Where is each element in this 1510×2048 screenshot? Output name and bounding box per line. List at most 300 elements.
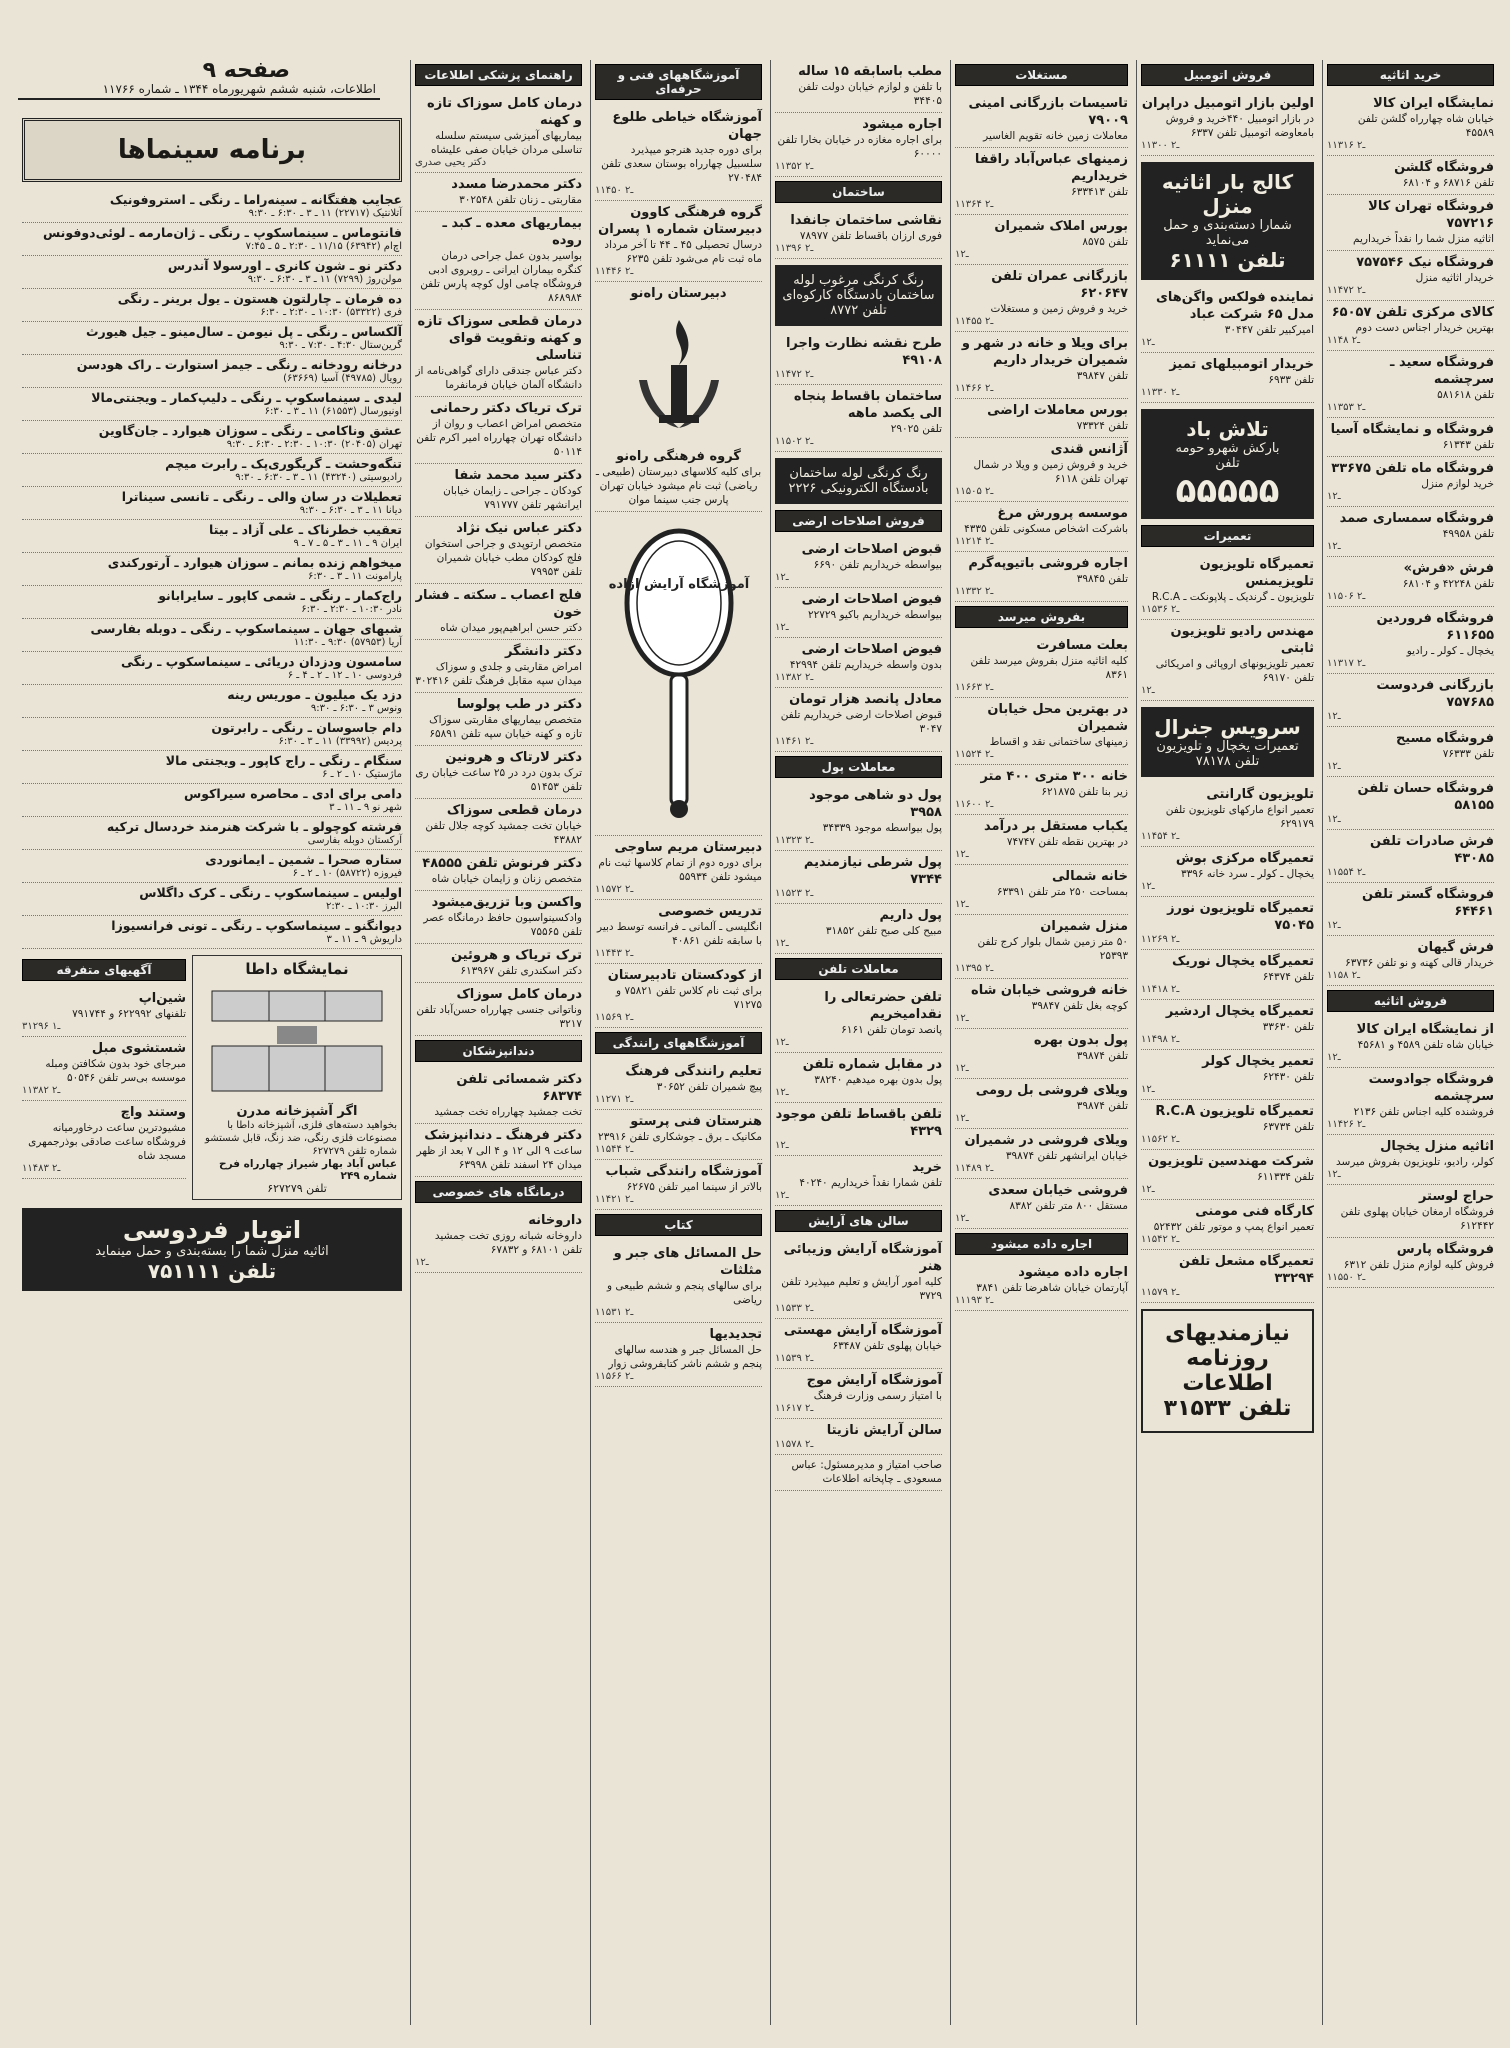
box-subtitle: بارکش شهرو حومه [1175,441,1280,456]
film-title: عشق وناکامی ـ رنگی ـ سوزان هیوارد ـ جان‌گاوین [98,423,402,438]
ad-title: گروه فرهنگی کاوون دبیرستان شماره ۱ پسران [598,205,762,237]
classified-ad [415,212,582,310]
ad-title: طرح نقشه نظارت واجرا ۴۹۱۰۸ [785,336,942,368]
classified-ad [955,92,1128,148]
classified-ad [775,1053,942,1103]
box-title: تلاش باد [1186,417,1269,441]
classified-ad [595,1242,762,1323]
classified-ad [1141,553,1314,620]
ad-title: وستند واچ [120,1105,186,1120]
ad-body: تلفن ۸۵۷۵ [1082,236,1128,248]
showtimes: ایران ۹ ـ ۱۱ ـ ۳ ـ ۵ ـ ۷ ـ ۹ [293,538,402,549]
ad-body: تلفن ۶۸۷۱۶ و ۶۸۱۰۴ [1402,177,1494,189]
classified-ad [595,1323,762,1387]
column-education [590,60,766,2025]
cinema-listing [22,223,402,256]
section-head-phone-trade: معاملات تلفن [775,958,942,980]
ad-title: نماینده فولکس واگن‌های مدل ۶۵ شرکت عباد [1156,290,1314,322]
ad-title: آموزشگاه خیاطی طلوع جهان [612,110,762,142]
ad-body: پول بیواسطه موجود ۳۴۳۳۹ [822,822,942,834]
ad-body: خیابان تخت جمشید کوچه جلال تلفن ۴۳۸۸۲ [425,820,582,846]
classified-ad [1327,418,1494,457]
ad-title: تعمیرگاه تلویزیون نورز ۷۵۰۴۵ [1167,901,1314,933]
ad-frame-classifieds [1141,1309,1314,1433]
ad-title: ویلای فروشی در شمیران [964,1133,1128,1148]
ad-code: ۱ـ۲ [955,1213,969,1224]
box-subtitle: شمارا دسته‌بندی و حمل می‌نماید [1163,218,1292,248]
cinema-listing [22,553,402,586]
ad-code: ۱ـ۲ ۱۴۹۸ [1141,1034,1180,1045]
classified-ad [415,397,582,464]
classified-ad [775,1319,942,1369]
ad-body: تلفن ۳۹۸۷۴ [1076,1100,1128,1112]
film-title: آلکساس ـ رنگی ـ پل نیومن ـ سال‌مینو ـ جیل هیورث [85,324,402,339]
film-title: عجایب هفتگانه ـ سینه‌راما ـ رنگی ـ استروفونیک [109,192,402,207]
ad-code: ۱ـ۲ ۱۴۶۶ [955,383,994,394]
classified-ad [955,915,1128,979]
classified-ad [1327,195,1494,251]
box-text: رنگ کرنگی مرغوب لوله ساختمان بادستگاه کارکوه‌ای تلفن ۸۷۷۲ [782,273,935,318]
ad-code: ۱ـ۲ ۱۵۲۳ [775,888,814,899]
ad-body: درسال تحصیلی ۴۵ ـ ۴۴ تا آخر مرداد ماه ثبت نام می‌شود تلفن ۶۲۳۵ [604,239,762,265]
ad-body: فروشنده کلیه اجناس تلفن ۲۱۳۶ [1353,1106,1494,1118]
classified-ad [955,698,1128,765]
ad-list [1141,92,1314,156]
section-head-real-estate: مستغلات [955,64,1128,86]
ad-code: ۱ـ۲ [775,1087,789,1098]
ad-body: خیابان شاه تلفن ۴۵۸۹ و ۴۵۶۸۱ [1357,1039,1494,1051]
classified-ad [955,765,1128,815]
classified-ad [1141,1250,1314,1303]
ad-code: ۱ـ۲ ۱۴۵۵ [955,316,994,327]
classified-ad [955,265,1128,332]
classified-ad [775,1238,942,1319]
ad-title: فروشگاه تهران کالا ۷۵۷۲۱۶ [1368,199,1494,231]
ad-caption: گروه فرهنگی راه‌نو [616,449,741,464]
film-title: درخانه رودخانه ـ رنگی ـ جیمز استوارت ـ راک هودسن [76,357,402,372]
ad-body: در بازار اتومبیل ۴۴۰خرید و فروش بامعاوضه اتومبیل تلفن ۶۳۳۷ [1165,113,1314,139]
classified-ad [415,944,582,983]
classified-ad [415,1124,582,1177]
ad-title: بیماریهای معده ـ کبد ـ روده [442,216,582,248]
ad-title: فلج اعصاب ـ سکته ـ فشار خون [415,588,582,620]
ad-list [775,986,942,1206]
ad-title: تلفن باقساط تلفن موجود ۴۳۲۹ [775,1107,942,1139]
ad-body: فروش کلیه لوازم منزل تلفن ۶۳۱۲ [1343,1259,1494,1271]
expo-title: نمایشگاه داطا [245,960,349,978]
ad-title: در مقابل شماره تلفن [802,1057,942,1072]
ad-code: ۱ـ۲ [775,622,789,633]
ad-body: کودکان ـ جراحی ـ زایمان خیابان ایرانشهر تلفن ۷۹۱۷۷۷ [443,485,582,511]
ad-code: ۱ـ۲ [415,1257,429,1268]
classified-ad [415,746,582,799]
ad-body: داروخانه شبانه روزی تخت جمشید تلفن ۶۸۱۰۱ و ۶۷۸۳۲ [434,1230,582,1256]
ad-title: درمان قطعی سوزاک [446,803,582,818]
classified-ad [22,1101,186,1179]
classified-ad [1327,457,1494,507]
ad-title: دکتر شمسائی تلفن ۶۸۳۷۴ [456,1072,582,1104]
ad-title: موسسه پرورش مرغ [997,506,1128,521]
box-phone: تلفن ۶۱۱۱۱ [1169,248,1286,272]
classified-ad [1327,507,1494,557]
ad-body: بهترین خریدار اجناس دست دوم [1355,322,1494,334]
ad-body: کولر، رادیو، تلویزیون بفروش میرسد [1336,1156,1494,1168]
showtimes: آرکستان دوبله بفارسی [307,835,402,846]
ad-body: تلفن ۳۹۸۷۴ [1076,1050,1128,1062]
ad-body: برای کلیه کلاسهای دبیرستان (طبیعی ـ ریاضی) ثبت نام میشود خیابان تهران پارس جنب سینما موان [595,466,762,506]
ad-code: ۱ـ۲ ۱۳۳۲ [955,586,994,597]
column-real-estate [950,60,1132,2025]
classified-ad [1141,1100,1314,1150]
classified-ad [1327,1185,1494,1238]
showtimes: پارامونت ۱۱ ـ ۳ ـ ۶:۳۰ [308,571,402,582]
ad-title: اجاره فروشی باتیوپه‌گرم [968,556,1128,571]
ad-title: دکتر فرنوش تلفن ۴۸۵۵۵ [422,856,582,871]
ad-body: تعمیر انواع مارکهای تلویزیون تلفن ۶۲۹۱۷۹ [1165,804,1314,830]
ad-code: ۱ـ۲ ۱۵۰۲ [775,436,814,447]
classified-ad [1141,847,1314,897]
ad-title: ویلای فروشی بل رومی [975,1083,1128,1098]
ad-title: تلویزیون گارانتی [1206,787,1314,802]
classified-ad [1141,950,1314,1000]
classified-ad [595,106,762,201]
ad-body: تلفن ۶۳۷۳۴ [1262,1121,1314,1133]
page-header [18,58,380,100]
ad-title: از کودکستان تادبیرستان [607,968,762,983]
ad-body: متخصص امراض اعصاب و روان از دانشگاه تهران چهارراه امیر اکرم تلفن ۵۰۱۱۴ [416,418,582,458]
ad-title: بازرگانی فردوست ۷۵۷۶۸۵ [1376,678,1494,710]
ad-body: خریدار اثاثیه منزل [1415,272,1494,284]
hand-mirror-icon [608,523,749,823]
section-head-dentists: دندانپزشکان [415,1040,582,1062]
ad-list [775,538,942,752]
ad-code: ۱ـ۲ [1141,1084,1155,1095]
column-construction-money [770,60,946,2025]
ad-title: فروشگاه گلشن [1394,160,1494,175]
showtimes: تهران (۲۰۴۰۵) ۱۰:۳۰ ـ ۲:۳۰ ـ ۶:۳۰ ـ ۹:۳۰ [226,439,402,450]
ad-code: ۱ـ۲ [1327,920,1341,931]
ad-title: اولین بازار اتومبیل دراپران [1141,96,1314,111]
ad-list [22,987,186,1179]
expo-address: عباس آباد بهار شیراز چهارراه فرح شماره ۲۴۹ [219,1158,397,1182]
ad-code: ۱ـ۲ ۱۳۹۶ [775,243,814,254]
classified-ad [955,815,1128,865]
ad-body: زمینهای ساختمانی نقد و اقساط [989,736,1128,748]
classified-ad [1327,674,1494,727]
classified-ad [415,983,582,1036]
ad-box-general-service [1141,707,1314,777]
frame-line-2: روزنامه اطلاعات [1182,1346,1273,1396]
showtimes: اونیورسال (۶۱۵۵۳) ۱۱ ـ ۳ ـ ۶:۳۰ [264,406,402,417]
showtimes: مولن‌روژ (۷۲۹۹) ۱۱ ـ ۳ ـ ۶:۳۰ ـ ۹:۳۰ [247,274,402,285]
cinema-listing [22,289,402,322]
classified-ad [1141,620,1314,701]
frame-phone: تلفن ۳۱۵۳۳ [1163,1396,1292,1421]
ad-title: بازرگانی عمران تلفن ۶۲۰۶۴۷ [991,269,1128,301]
classified-ad [22,1037,186,1101]
ad-body: دکتر اسکندری تلفن ۶۱۳۹۶۷ [460,965,582,977]
ad-body: پول بدون بهره میدهیم ۳۸۲۴۰ [814,1074,942,1086]
ad-body: خیابان شاه چهارراه گلشن تلفن ۴۵۵۸۹ [1357,113,1494,139]
classified-ad [955,1079,1128,1129]
classified-ad [1141,92,1314,156]
ad-body: حل المسائل جبر و هندسه سالهای پنجم و ششم ناشر کتابفروشی زوار [608,1344,762,1370]
ad-title: قبوض اصلاحات ارضی [801,542,942,557]
ad-body: مبرجای خود بدون شکافتن ومبله موسسه بی‌سر تلفن ۵۰۵۴۶ [45,1058,186,1084]
ad-code: ۱ـ۲ ۱۴۲۱ [595,1194,634,1205]
ad-list [775,60,942,177]
ad-title: دکتر فرهنگ ـ دندانپزشک [424,1128,582,1143]
classified-ad [595,1060,762,1110]
ad-code: ۱ـ۲ [955,1013,969,1024]
classified-ad [415,517,582,584]
frame-line-1: نیازمندیهای [1165,1321,1290,1346]
cinema-listing [22,256,402,289]
classified-ad [955,1261,1128,1311]
ad-code: ۱ـ۲ ۱۳۹۵ [955,963,994,974]
classified-ad [955,634,1128,698]
classified-ad [955,1179,1128,1229]
classified-ad [1327,351,1494,418]
film-title: ده فرمان ـ چارلتون هستون ـ یول برینر ـ رنگی [117,291,402,306]
section-head-medical-guide: راهنمای پزشکی اطلاعات [415,64,582,86]
ad-body: بواسیر بدون عمل جراحی درمان کنگره بیماران ایرانی ـ روبروی ادبی فروشگاه چامی اول کوچه پارس تلفن ۸۶۸۹۸۴ [420,250,582,304]
showtimes: گرین‌ستال ۴:۳۰ ـ ۷:۳۰ ـ ۹:۳۰ [279,340,402,351]
classified-ad [955,148,1128,215]
ad-list [1141,783,1314,1303]
classified-ad [595,964,762,1028]
ad-title: اجاره داده میشود [1018,1265,1128,1280]
page-subtitle: اطلاعات، شنبه ششم شهریورماه ۱۳۴۴ ـ شماره ۱۱۷۶۶ [102,82,376,96]
ad-body: خیابان پهلوی تلفن ۶۳۴۸۷ [832,1340,942,1352]
cinema-listing [22,190,402,223]
ad-body: وادکسینواسیون حافظ درمانگاه عصر تلفن ۷۵۵۶۵ [423,912,582,938]
ad-title: فروشگاه سعید ـ سرچشمه [1389,355,1494,387]
film-title: راج‌کمار ـ رنگی ـ شمی کاپور ـ سایرابانو [158,588,402,603]
classified-ad [415,891,582,944]
ad-code: ۱ـ۲ ۱۴۴۳ [595,948,634,959]
ad-code: ۱ـ۲ ۱۵۶۹ [595,1012,634,1023]
ad-body: خرید لوازم منزل [1421,478,1494,490]
showtimes: رادیوسیتی (۴۳۲۴۰) ۱۱ ـ ۳ ـ ۶:۳۰ ـ ۹:۳۰ [235,472,402,483]
film-title: شبهای جهان ـ سینماسکوپ ـ رنگی ـ دوبله بفارسی [90,621,402,636]
ad-title: ترک تریاک دکتر رحمانی [429,401,582,416]
ad-code: ۱ـ۲ [955,899,969,910]
ad-title: آموزشگاه رانندگی شباب [605,1164,762,1179]
ad-title: دکتر در طب پولوسا [456,697,582,712]
ad-code: ۱ـ۲ ۱۳۵۲ [775,161,814,172]
ad-code: ۱ـ۲ ۱۴۷۲ [775,369,814,380]
box-subtitle: تعمیرات یخچال و تلویزیون تلفن ۷۸۱۷۸ [1156,739,1299,769]
ad-title: تجدیدیها [709,1327,762,1342]
ad-code: ۱ـ۲ [955,249,969,260]
ad-title: زمینهای عباس‌آباد راقفا خریداریم [974,152,1128,184]
box-phone: ۵۵۵۵۵ [1175,471,1280,511]
ad-body: مقاربتی ـ زنان تلفن ۳۰۲۵۴۸ [459,194,582,206]
section-head-repairs: تعمیرات [1141,525,1314,547]
ad-code: ۱ـ۲ ۱۳۲۳ [775,835,814,846]
ad-code: ۱ـ۲ [1327,761,1341,772]
ad-body: با تلفن و لوازم خیابان دولت تلفن ۳۴۴۰۵ [798,81,942,107]
ad-code: ۱ـ۲ ۱۴۵۰ [595,185,634,196]
ad-body: امیرکبیر تلفن ۳۰۴۴۷ [1224,324,1314,336]
ad-title: تعلیم رانندگی فرهنگ [625,1064,762,1079]
showtimes: آریا (۵۷۹۵۳) ۹:۳۰ ـ ۱۱:۳۰ [293,637,402,648]
ad-body: تلفن ۶۱۱۳۳۴ [1257,1171,1314,1183]
ad-code: ۱ـ۲ [1327,814,1341,825]
ad-title: فروشگاه جوادوست سرچشمه [1368,1072,1494,1104]
ad-code: ۱ـ۲ [1141,1184,1155,1195]
cinema-listing [22,322,402,355]
section-head-construction: ساختمان [775,181,942,203]
ad-body: بالاتر از سینما امیر تلفن ۶۲۶۷۵ [626,1181,762,1193]
cinema-listing [22,388,402,421]
ad-code: ۱ـ۲ ۱۳۶۴ [955,199,994,210]
ad-body: تلفن شمارا نقداً خریداریم ۴۰۲۴۰ [799,1177,942,1189]
showtimes: رویال (۴۹۷۸۵) آسیا (۶۳۶۶۹) [283,373,402,384]
classified-ad [1327,936,1494,986]
expo-subtitle: اگر آشپزخانه مدرن [236,1104,358,1119]
ad-title: دبیرستان مریم ساوجی [614,840,762,855]
ad-code: ۱ـ۲ [955,1063,969,1074]
classified-ad [1327,1018,1494,1068]
ad-body: تلفن ۷۳۳۲۴ [1076,420,1128,432]
ad-body: تلفنهای ۶۲۲۹۹۲ و ۷۹۱۷۴۴ [72,1008,186,1020]
ad-title: داروخانه [528,1213,582,1228]
cinema-listing [22,520,402,553]
cinema-listing [22,652,402,685]
footer-text: صاحب امتیاز و مدیرمسئول: عباس مسعودی ـ چاپخانه اطلاعات [791,1459,942,1485]
ad-title: خانه فروشی خیابان شاه [971,983,1128,998]
ad-body: برای دوره دوم از تمام کلاسها ثبت نام میشود تلفن ۵۵۹۳۴ [598,857,762,883]
ad-code: ۱ـ۲ ۱۲۱۴ [955,536,994,547]
ad-code: ۱ـ۲ [775,572,789,583]
ad-title: دکتر لارتاک و هرونین [445,750,582,765]
classified-ad [1327,777,1494,830]
classified-ad [1327,727,1494,777]
ad-code: ۱ـ۲ ۱۳۸۲ [775,672,814,683]
ad-title: سالن آرایش نازیتا [826,1423,942,1438]
ad-list [415,92,582,1036]
ad-title: خانه شمالی [1052,869,1128,884]
classified-ad [415,92,582,173]
classified-ad [1327,251,1494,301]
film-title: لیدی ـ سینماسکوپ ـ رنگی ـ دلیپ‌کمار ـ ویجنتی‌مالا [91,390,402,405]
ad-body: متخصص ارتوپدی و جراحی استخوان فلج کودکان مطب خیابان شمیران تلفن ۷۹۹۵۳ [424,538,582,578]
classified-ad [775,638,942,688]
ad-code: ۱ـ۲ ۱۴۵۴ [1141,831,1180,842]
ad-azadeh-beauty [595,512,762,836]
showtimes: ماژستیک ۱۰ ـ ۲ ـ ۶ [322,769,402,780]
cinema-listing [22,586,402,619]
ad-list [1141,553,1314,701]
ad-body: ساعت ۹ الی ۱۲ و ۴ الی ۷ بعد از ظهر میدان ۲۴ اسفند تلفن ۶۳۹۹۸ [416,1145,582,1171]
ad-title: نمایشگاه ایران کالا [1373,96,1494,111]
classified-ad [775,1103,942,1156]
cinema-listing [22,355,402,388]
cinema-listing [22,817,402,850]
ad-body: آپارتمان خیابان شاهرضا تلفن ۳۸۴۱ [976,1282,1128,1294]
cinema-listing [22,883,402,916]
ad-body: تلفن ۶۹۳۳ [1268,374,1314,386]
cinema-listing [22,916,402,949]
section-head-for-sale: بفروش میرسد [955,606,1128,628]
ad-code: ۱ـ۲ [775,1140,789,1151]
ad-title: حراج لوستر [1418,1189,1494,1204]
ad-title: فیوض اصلاحات ارضی [801,592,942,607]
ad-code: ۱ـ۲ ۱۴۱۸ [1141,984,1180,995]
ad-code: ۳ـ۱ ۱۲۹۶ [22,1021,61,1032]
ad-body: معاملات زمین خانه تقویم الغاسیر [983,130,1128,142]
classified-ad [415,584,582,640]
ad-body: مکانیک ـ برق ـ جوشکاری تلفن ۲۳۹۱۶ [597,1131,762,1143]
ad-body: کوچه بغل تلفن ۳۹۸۴۷ [1031,1000,1128,1012]
ad-code: ۱ـ۲ ۱۵۴۲ [1141,1234,1180,1245]
ad-body: خرید و فروش زمین و ویلا در شمال تهران تلفن ۶۱۱۸ [973,459,1128,485]
ad-title: فروشی خیابان سعدی [988,1183,1128,1198]
ad-title: فروشگاه پارس [1396,1242,1494,1257]
ad-title: تعمیرگاه مرکزی بوش [1175,851,1314,866]
classified-ad [775,851,942,904]
ad-title: آژانس قندی [1050,442,1128,457]
ad-list [1327,1018,1494,1288]
cinema-list [22,190,402,949]
ad-body: بیماریهای آمیزشی سیستم سلسله تناسلی مردان خیابان صفی علیشاه [430,130,582,156]
ad-body: کلیه اثاثیه منزل بفروش میرسد تلفن ۸۳۶۱ [970,655,1128,681]
ad-title: نقاشی ساختمان جانفدا [790,213,942,228]
film-title: تعقیب خطرناک ـ علی آزاد ـ بیتا [209,522,402,537]
expo-box [192,955,402,1200]
showtimes: نادر ۱۰:۳۰ ـ ۲:۳۰ ـ ۶:۳۰ [301,604,402,615]
film-title: دام جاسوسان ـ رنگی ـ رابرتون [211,720,402,735]
publisher-footer [775,1455,942,1491]
ad-body: برای دوره جدید هنرجو میپذیرد سلسبیل چهارراه بوستان سعدی تلفن ۲۷۰۴۸۴ [601,144,762,184]
section-head-money: معاملات پول [775,756,942,778]
ad-body: ترک بدون درد در ۲۵ ساعت خیابان ری تلفن ۵۱۴۵۳ [415,767,582,793]
ad-title: خانه ۳۰۰ متری ۴۰۰ متر [980,769,1128,784]
ad-title: تعمیر یخچال کولر [1202,1054,1314,1069]
film-title: میخواهم زنده بمانم ـ سوزان هیوارد ـ آرتورکندی [107,555,402,570]
ad-title: تدریس خصوصی [658,904,762,919]
ad-body: تعمیر تلویزیونهای اروپائی و امریکائی تلفن ۶۹۱۷۰ [1155,658,1314,684]
ad-list [595,1242,762,1387]
ad-code: دکتر یحیی صدری [415,157,487,168]
section-head-beauty-salons: سالن های آرایش [775,1210,942,1232]
ad-title: تلفن حضرتعالی را نقدامیخریم [824,990,942,1022]
ad-title: ترک تریاک و هروئین [450,948,582,963]
ad-body: یخچال ـ کولر ـ رادیو [1406,645,1494,657]
classified-ad [775,538,942,588]
ad-list [775,332,942,452]
cinema-listing [22,751,402,784]
classified-ad [775,588,942,638]
ad-body: تلفن ۳۳۶۳۰ [1262,1021,1314,1033]
misc-ads [22,955,186,1200]
ad-body: اثاثیه منزل شما را نقداً خریداریم [1353,233,1494,245]
classified-ad [1141,1150,1314,1200]
classified-ad [955,1129,1128,1179]
cinema-listing [22,718,402,751]
column-cars-repairs [1136,60,1318,2025]
ad-code: ۱ـ۲ ۱۴۷۲ [1327,285,1366,296]
ad-title: اجاره میشود [862,117,942,132]
film-title: دکتر نو ـ شون کانری ـ اورسولا آندرس [167,258,402,273]
film-title: فرشته کوچولو ـ با شرکت هنرمند خردسال ترکیه [106,819,402,834]
cinema-listing [22,784,402,817]
ad-body: وناتوانی جنسی چهارراه حسن‌آباد تلفن ۳۲۱۷ [416,1004,582,1030]
ad-code: ۱ـ۲ ۱۱۹۳ [955,1295,994,1306]
ad-code: ۱ـ۲ ۱۳۵۳ [1327,402,1366,413]
